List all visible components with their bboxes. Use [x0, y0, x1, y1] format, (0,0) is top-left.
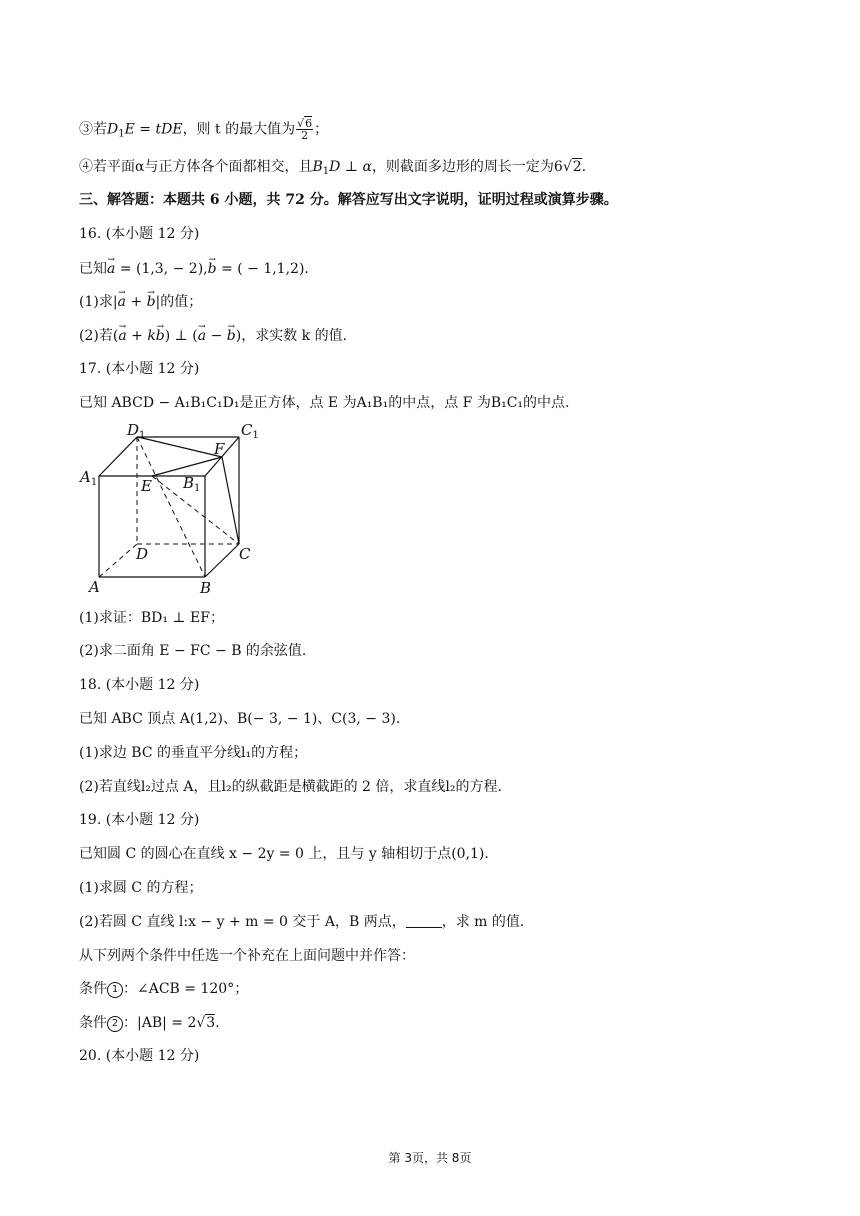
label-c1: $C_1$ [241, 421, 259, 441]
q19-part2-prefix: (2)若圆 C 直线 l:x − y + m = 0 交于 A，B 两点， [79, 914, 406, 930]
label-e: E [141, 477, 152, 495]
cond1-text: ：∠ACB = 120°； [123, 981, 249, 997]
q16-part1-prefix: (1)求 [79, 294, 113, 310]
cond2-text: ：|AB| = 2 [123, 1015, 197, 1031]
label-a: A [89, 578, 100, 596]
item-4: ④若平面α与正方体各个面都相交，且$B_1D$ ⊥ α，则截面多边形的周长一定为6√2. [79, 159, 587, 177]
label-a1: $A_1$ [80, 468, 98, 488]
section-heading: 三、解答题：本题共 6 小题，共 72 分。解答应写出文字说明，证明过程或演算步骤。 [79, 192, 618, 208]
segment-fc [222, 457, 239, 544]
q17-part1: (1)求证：BD₁ ⊥ EF； [79, 610, 224, 626]
circled-number-1: 1 [107, 982, 123, 998]
page-footer: 第 3页，共 8页 [388, 1151, 472, 1165]
q19-cond2: 条件 2 ：|AB| = 2√3. [79, 1015, 220, 1031]
answer-blank [406, 915, 442, 928]
q19-part2 [79, 912, 524, 932]
label-d1: $D_1$ [127, 421, 146, 441]
cond2-prefix: 条件 [79, 1015, 107, 1031]
q16-part1-suffix: 的值； [160, 294, 203, 310]
q16-part2-prefix: (2)若 [79, 328, 113, 344]
q18-part2: (2)若直线l₂过点 A，且l₂的纵截距是横截距的 2 倍，求直线l₂的方程. [79, 779, 502, 795]
cond1-prefix: 条件 [79, 981, 107, 997]
q17-stem: 已知 ABCD − A₁B₁C₁D₁是正方体，点 E 为A₁B₁的中点，点 F 为B₁C₁的中点. [79, 395, 570, 411]
q18-stem: 已知 ABC 顶点 A(1,2)、B(− 3, − 1)、C(3, − 3). [79, 711, 401, 727]
q17-title: 17. (本小题 12 分) [79, 361, 200, 377]
q19-choose: 从下列两个条件中任选一个补充在上面问题中并作答： [79, 948, 415, 964]
hidden-edge-ad [99, 544, 137, 577]
q19-part2-suffix: ，求 m 的值. [441, 914, 525, 930]
item-3-text: ，则 t 的最大值为 [182, 121, 296, 138]
label-d: D [136, 545, 149, 563]
cube-figure [76, 420, 266, 600]
q16-stem: 已知→ a = (1,3, − 2),→ b = ( − 1,1,2). [79, 259, 309, 279]
item-3: ③若$D_1E$ = tDE，则 t 的最大值为 $\frac{√6}{2}$ ； [79, 117, 329, 142]
q19-cond1 [79, 979, 248, 999]
item-4-prefix: ④若平面α与正方体各个面都相交，且 [79, 159, 313, 175]
q18-part1: (1)求边 BC 的垂直平分线l₁的方程； [79, 745, 308, 761]
q16-stem-prefix: 已知 [79, 261, 107, 277]
edge-a1d1 [99, 437, 137, 476]
circled-number-2: 2 [107, 1016, 123, 1032]
edge-bc [205, 544, 239, 577]
item-3-prefix: ③若 [79, 121, 107, 138]
q16-part1: (1)求|→ a + → b|的值； [79, 292, 202, 312]
q16-part2: (2)若(→ a + k→ b) ⊥ (→ a − → b)，求实数 k 的值. [79, 326, 347, 346]
q19-part1: (1)求圆 C 的方程； [79, 880, 203, 896]
segment-d1f [138, 437, 222, 457]
item-4-text: ，则截面多边形的周长一定为 [371, 159, 554, 175]
q17-part2: (2)求二面角 E − FC − B 的余弦值. [79, 643, 307, 659]
q16-part2-suffix: ，求实数 k 的值. [241, 328, 348, 344]
q19-title: 19. (本小题 12 分) [79, 812, 200, 828]
label-c: C [239, 545, 251, 563]
q18-title: 18. (本小题 12 分) [79, 677, 200, 693]
q20-title: 20. (本小题 12 分) [79, 1048, 200, 1064]
fraction: $\frac{√6}{2}$ [297, 117, 313, 142]
label-b: B [200, 579, 212, 597]
q16-title: 16. (本小题 12 分) [79, 226, 200, 242]
label-f: F [214, 440, 225, 458]
q19-stem: 已知圆 C 的圆心在直线 x − 2y = 0 上，且与 y 轴相切于点(0,1). [79, 846, 489, 862]
label-b1: $B_1$ [183, 474, 201, 494]
